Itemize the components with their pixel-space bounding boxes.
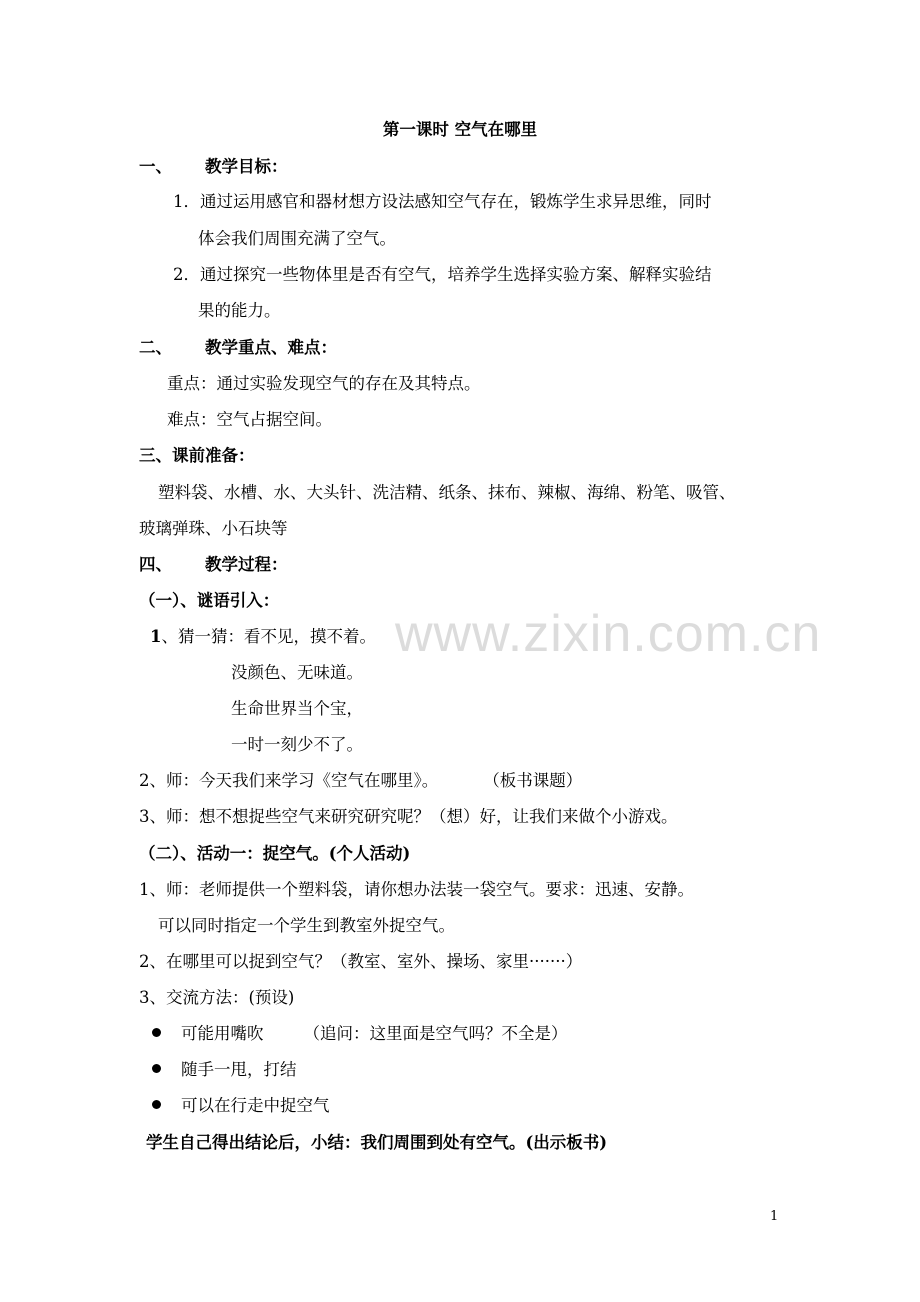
activity-step-1-line-2: 可以同时指定一个学生到教室外捉空气。: [158, 916, 455, 935]
page-number: 1: [770, 1209, 779, 1224]
riddle-line-1: [150, 625, 376, 649]
activity-step-1-line-1: 1、师：老师提供一个塑料袋，请你想办法装一袋空气。要求：迅速、安静。: [139, 880, 694, 899]
bullet-item-2: 随手一甩，打结: [181, 1060, 297, 1079]
riddle-line-4: 一时一刻少不了。: [231, 735, 363, 754]
bullet-item-1: [181, 1022, 568, 1046]
riddle-number: 1: [150, 627, 162, 646]
materials-line-1: 塑料袋、水槽、水、大头针、洗洁精、纸条、抹布、辣椒、海绵、粉笔、吸管、: [158, 483, 736, 502]
step-1-2-text: 2、师：今天我们来学习《空气在哪里》。: [139, 771, 439, 790]
section-4-heading: 教学过程：: [205, 555, 288, 574]
goal-2-line-2: 果的能力。: [198, 301, 281, 320]
riddle-line-3: 生命世界当个宝，: [231, 699, 363, 718]
section-4-number: 四、: [139, 555, 172, 574]
riddle-line-2: 没颜色、无味道。: [231, 663, 363, 682]
part-2-heading: （二）、活动一：捉空气。(个人活动): [139, 844, 411, 863]
section-1-number: 一、: [139, 157, 172, 176]
section-3-heading: 三、课前准备：: [139, 446, 255, 465]
activity-step-2: 2、在哪里可以捉到空气？（教室、室外、操场、家里·······）: [139, 952, 583, 971]
bullet-item-1-note: （追问：这里面是空气吗？不全是）: [303, 1024, 568, 1043]
goal-2-line-1: 2．通过探究一些物体里是否有空气，培养学生选择实验方案、解释实验结: [173, 265, 712, 284]
bullet-item-1-text: 可能用嘴吹: [181, 1024, 264, 1043]
bullet-dot: [152, 1100, 161, 1109]
activity-step-3: 3、交流方法：(预设): [139, 988, 295, 1007]
watermark: www.zixin.com.cn: [395, 605, 822, 663]
conclusion: 学生自己得出结论后，小结：我们周围到处有空气。(出示板书): [146, 1133, 608, 1152]
riddle-prefix: 、猜一猜：看不见，摸不着。: [161, 627, 376, 646]
goal-1-line-1: 1．通过运用感官和器材想方设法感知空气存在，锻炼学生求异思维，同时: [173, 192, 712, 211]
bullet-item-3: 可以在行走中捉空气: [181, 1096, 330, 1115]
part-1-heading: （一）、谜语引入：: [139, 591, 280, 610]
page-title: 第一课时 空气在哪里: [382, 120, 538, 139]
materials-line-2: 玻璃弹珠、小石块等: [139, 519, 288, 538]
step-1-3: 3、师：想不想捉些空气来研究研究呢？（想）好，让我们来做个小游戏。: [139, 807, 678, 826]
step-1-2-note: （板书课题）: [483, 771, 583, 790]
goal-1-line-2: 体会我们周围充满了空气。: [198, 229, 396, 248]
step-1-2: [139, 769, 582, 793]
section-1-heading: 教学目标：: [205, 157, 288, 176]
difficulty: 难点：空气占据空间。: [167, 410, 332, 429]
bullet-dot: [152, 1028, 161, 1037]
section-2-heading: 教学重点、难点：: [205, 338, 337, 357]
section-2-number: 二、: [139, 338, 172, 357]
key-point: 重点：通过实验发现空气的存在及其特点。: [167, 374, 481, 393]
bullet-dot: [152, 1064, 161, 1073]
